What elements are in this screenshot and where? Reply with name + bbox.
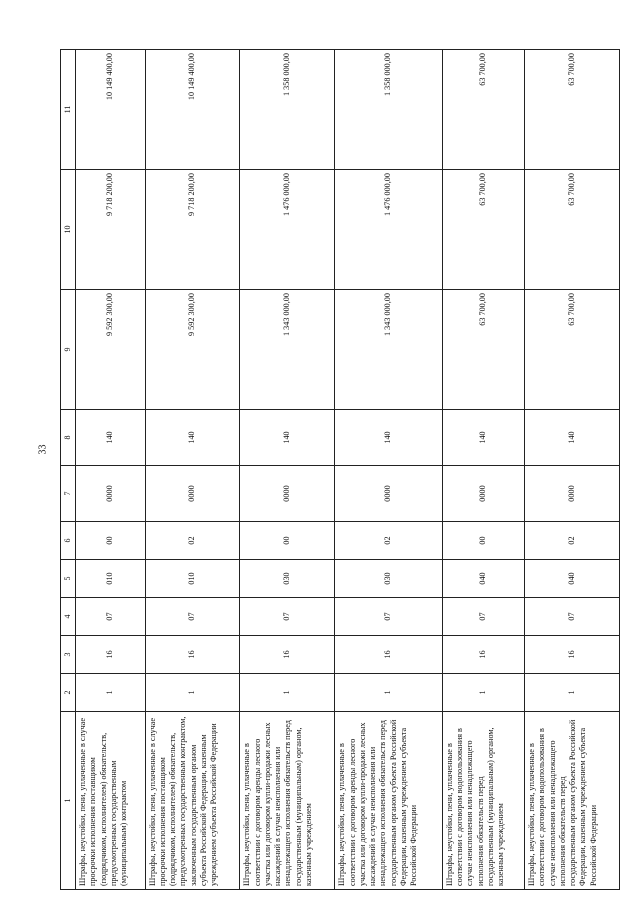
row-code-cell: 140 bbox=[240, 410, 335, 466]
row-amount-cell: 1 358 000,00 bbox=[240, 50, 335, 170]
row-amount-cell: 63 700,00 bbox=[442, 170, 524, 290]
row-code-cell: 00 bbox=[442, 522, 524, 560]
row-code-cell: 0000 bbox=[442, 466, 524, 522]
row-amount-cell: 63 700,00 bbox=[525, 290, 620, 410]
row-code-cell: 02 bbox=[145, 522, 240, 560]
row-code-cell: 1 bbox=[525, 674, 620, 712]
row-amount-cell: 9 718 200,00 bbox=[145, 170, 240, 290]
row-amount-cell: 9 718 200,00 bbox=[76, 170, 146, 290]
row-amount-cell: 1 476 000,00 bbox=[335, 170, 443, 290]
row-code-cell: 030 bbox=[335, 560, 443, 598]
row-code-cell: 07 bbox=[145, 598, 240, 636]
row-code-cell: 0000 bbox=[145, 466, 240, 522]
row-code-cell: 1 bbox=[76, 674, 146, 712]
row-code-cell: 0000 bbox=[76, 466, 146, 522]
column-header: 2 bbox=[61, 674, 76, 712]
row-code-cell: 030 bbox=[240, 560, 335, 598]
row-name-cell: Штрафы, неустойки, пени, уплаченные в случае просрочки исполнения поставщиком (подрядчиком, исполнителем) обязательств, предусмотренных государственным контрактом, заключенным государственным органом субъекта Российской Федерации, казенным учреждением субъекта Российской Федерации bbox=[145, 712, 240, 890]
column-header: 4 bbox=[61, 598, 76, 636]
row-code-cell: 0000 bbox=[335, 466, 443, 522]
row-code-cell: 16 bbox=[240, 636, 335, 674]
row-code-cell: 07 bbox=[240, 598, 335, 636]
row-code-cell: 010 bbox=[76, 560, 146, 598]
row-name-cell: Штрафы, неустойки, пени, уплаченные в соответствии с договором аренды лесного участка или договором купли-продажи лесных насаждений в случае неисполнения или ненадлежащего исполнения обязательств перед государственным органом субъекта Российской Федерации, казенным учреждением субъекта Российской Федерации bbox=[335, 712, 443, 890]
row-code-cell: 02 bbox=[335, 522, 443, 560]
row-code-cell: 010 bbox=[145, 560, 240, 598]
row-code-cell: 040 bbox=[525, 560, 620, 598]
row-code-cell: 16 bbox=[335, 636, 443, 674]
row-code-cell: 1 bbox=[145, 674, 240, 712]
row-code-cell: 040 bbox=[442, 560, 524, 598]
row-code-cell: 07 bbox=[335, 598, 443, 636]
table-row bbox=[442, 50, 524, 890]
column-header: 3 bbox=[61, 636, 76, 674]
column-header: 8 bbox=[61, 410, 76, 466]
row-code-cell: 16 bbox=[76, 636, 146, 674]
table-row bbox=[240, 50, 335, 890]
row-code-cell: 140 bbox=[525, 410, 620, 466]
column-header: 9 bbox=[61, 290, 76, 410]
row-name-cell: Штрафы, неустойки, пени, уплаченные в соответствии с договором водопользования в случае неисполнения или ненадлежащего исполнения обязательств перед государственным (муниципальным) органом, казенным учреждением bbox=[442, 712, 524, 890]
row-code-cell: 07 bbox=[442, 598, 524, 636]
column-header: 5 bbox=[61, 560, 76, 598]
row-code-cell: 1 bbox=[240, 674, 335, 712]
row-amount-cell: 1 476 000,00 bbox=[240, 170, 335, 290]
column-header: 7 bbox=[61, 466, 76, 522]
row-code-cell: 0000 bbox=[240, 466, 335, 522]
row-code-cell: 16 bbox=[525, 636, 620, 674]
row-code-cell: 07 bbox=[76, 598, 146, 636]
row-code-cell: 140 bbox=[76, 410, 146, 466]
table-row bbox=[145, 50, 240, 890]
row-code-cell: 140 bbox=[145, 410, 240, 466]
row-code-cell: 00 bbox=[76, 522, 146, 560]
row-code-cell: 140 bbox=[335, 410, 443, 466]
page-number: 33 bbox=[37, 444, 49, 455]
table-row bbox=[335, 50, 443, 890]
rotated-table-container bbox=[60, 50, 620, 890]
table-row bbox=[525, 50, 620, 890]
column-header: 1 bbox=[61, 712, 76, 890]
budget-table bbox=[60, 49, 620, 890]
row-amount-cell: 63 700,00 bbox=[525, 170, 620, 290]
row-code-cell: 1 bbox=[442, 674, 524, 712]
row-code-cell: 00 bbox=[240, 522, 335, 560]
table-row bbox=[76, 50, 146, 890]
column-header: 11 bbox=[61, 50, 76, 170]
row-amount-cell: 1 343 000,00 bbox=[335, 290, 443, 410]
row-name-cell: Штрафы, неустойки, пени, уплаченные в соответствии с договором аренды лесного участка или договором купли-продажи лесных насаждений в случае неисполнения или ненадлежащего исполнения обязательств перед государственным (муниципальным) органом, казенным учреждением bbox=[240, 712, 335, 890]
rotated-table-area bbox=[60, 50, 620, 890]
row-code-cell: 07 bbox=[525, 598, 620, 636]
header-row bbox=[61, 50, 76, 890]
row-code-cell: 16 bbox=[442, 636, 524, 674]
row-amount-cell: 63 700,00 bbox=[442, 50, 524, 170]
row-code-cell: 16 bbox=[145, 636, 240, 674]
row-amount-cell: 10 149 400,00 bbox=[145, 50, 240, 170]
row-amount-cell: 63 700,00 bbox=[442, 290, 524, 410]
column-header: 6 bbox=[61, 522, 76, 560]
row-amount-cell: 1 343 000,00 bbox=[240, 290, 335, 410]
row-name-cell: Штрафы, неустойки, пени, уплаченные в случае просрочки исполнения поставщиком (подрядчиком, исполнителем) обязательств, предусмотренных государственным (муниципальным) контрактом bbox=[76, 712, 146, 890]
column-header: 10 bbox=[61, 170, 76, 290]
row-code-cell: 1 bbox=[335, 674, 443, 712]
row-amount-cell: 9 592 300,00 bbox=[76, 290, 146, 410]
row-code-cell: 140 bbox=[442, 410, 524, 466]
row-name-cell: Штрафы, неустойки, пени, уплаченные в соответствии с договором водопользования в случае неисполнения или ненадлежащего исполнения обязательств перед государственным органом субъекта Российской Федерации, казенным учреждением субъекта Российской Федерации bbox=[525, 712, 620, 890]
row-amount-cell: 10 149 400,00 bbox=[76, 50, 146, 170]
row-amount-cell: 1 358 000,00 bbox=[335, 50, 443, 170]
row-amount-cell: 9 592 300,00 bbox=[145, 290, 240, 410]
row-code-cell: 0000 bbox=[525, 466, 620, 522]
row-amount-cell: 63 700,00 bbox=[525, 50, 620, 170]
row-code-cell: 02 bbox=[525, 522, 620, 560]
